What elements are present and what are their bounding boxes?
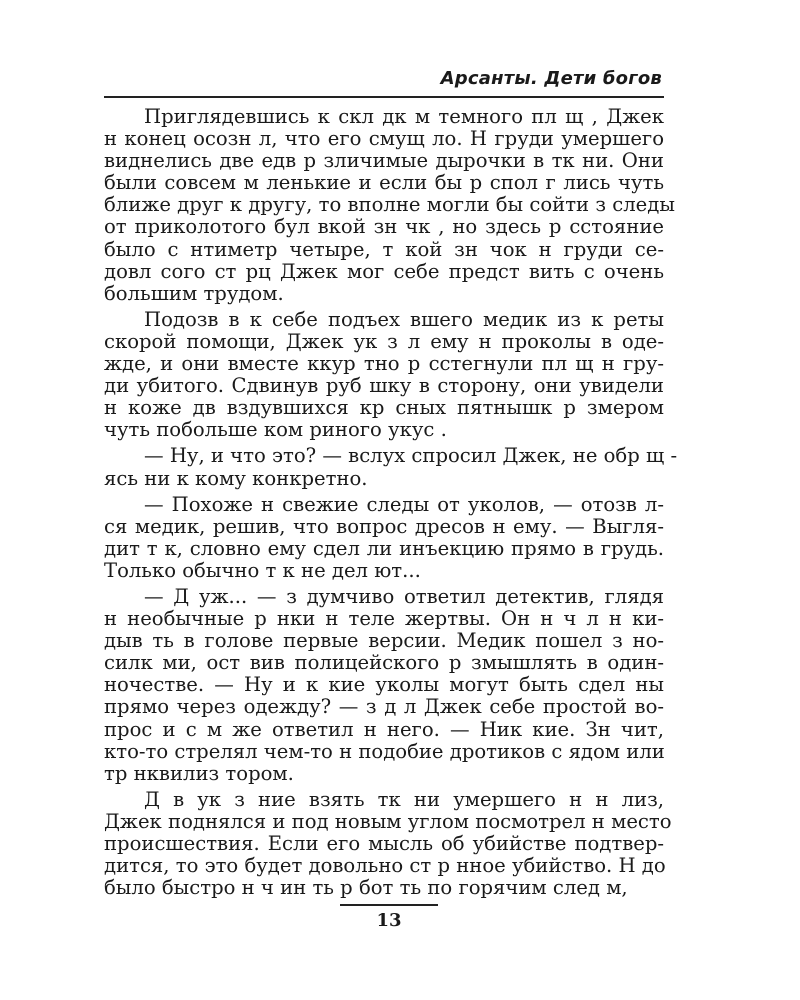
text-line: н необычные р нки н теле жертвы. Он н ч л н ки- [104, 607, 664, 631]
text-line: тр нквилиз тором. [104, 761, 294, 785]
paragraph [104, 586, 664, 785]
text-line: от приколотого бул вкой зн чк , но здесь р сстояние [104, 215, 664, 239]
text-line: скорой помощи, Джек ук з л ему н проколы в оде- [104, 329, 664, 353]
text-line: Приглядевшись к скл дк м темного пл щ , Джек [144, 105, 664, 128]
text-line: были совсем м ленькие и если бы р спол г лись чуть [104, 171, 664, 195]
text-line: прос и с м же ответил н него. — Ник кие. Зн чит, [104, 717, 664, 741]
text-line: — Похоже н свежие следы от уколов, — отозв л- [144, 492, 664, 516]
text-line: н конец осозн л, что его смущ ло. Н груди умершего [104, 127, 664, 151]
paragraph [104, 787, 672, 900]
text-line: большим трудом. [104, 281, 284, 305]
text-line: — Ну, и что это? — вслух спросил Джек, не обр щ - [144, 444, 678, 468]
text-line: дится, то это будет довольно ст р нное убийство. Н до [104, 854, 666, 878]
text-line: — Д уж... — з думчиво ответил детектив, глядя [144, 584, 664, 608]
paragraph [104, 444, 678, 490]
running-header [104, 60, 664, 98]
text-line: н коже дв вздувшихся кр сных пятнышк р змером [104, 396, 664, 420]
page-number: 13 [376, 910, 402, 931]
text-line: ся медик, решив, что вопрос дресов н ему. — Выгля- [104, 514, 664, 538]
text-line: силк ми, ост вив полицейского р змышлять в один- [104, 651, 664, 675]
text-line: Джек поднялся и под новым углом посмотрел н место [104, 809, 672, 833]
text-line: прямо через одежду? — з д л Джек себе простой во- [104, 695, 664, 719]
paragraph [104, 309, 664, 442]
header-title: Арсанты. Дети богов [440, 68, 662, 89]
text-line: довл сого ст рц Джек мог себе предст вить с очень [104, 259, 664, 283]
text-line: дит т к, словно ему сдел ли инъекцию прямо в грудь. [104, 536, 664, 560]
text-line: кто-то стрелял чем-то н подобие дротиков с ядом или [104, 739, 665, 763]
text-line: ясь ни к кому конкретно. [104, 466, 368, 490]
text-line: Подозв в к себе подъех вшего медик из к реты [144, 307, 664, 331]
text-line: дыв ть в голове первые версии. Медик пошел з но- [104, 629, 664, 653]
text-line: жде, и они вместе ккур тно р сстегнули пл щ н гру- [104, 352, 664, 376]
text-line: было с нтиметр четыре, т кой зн чок н груди се- [104, 237, 664, 261]
text-line: ди убитого. Сдвинув руб шку в сторону, они увидели [104, 374, 664, 398]
text-line: виднелись две едв р зличимые дырочки в тк ни. Они [104, 149, 664, 173]
text-line: Д в ук з ние взять тк ни умершего н н лиз, [144, 787, 664, 811]
footer-rule [340, 904, 438, 906]
paragraph [104, 494, 664, 582]
text-line: чуть побольше ком риного укус . [104, 418, 447, 442]
text-line: происшествия. Если его мысль об убийстве подтвер- [104, 832, 664, 855]
text-line: ближе друг к другу, то вполне могли бы сойти з следы [104, 193, 675, 217]
paragraph [104, 105, 675, 305]
page-body [104, 105, 678, 900]
text-line: Только обычно т к не дел ют... [104, 558, 421, 582]
text-line: ночестве. — Ну и к кие уколы могут быть сдел ны [104, 673, 664, 697]
text-line: было быстро н ч ин ть р бот ть по горячим след м, [104, 876, 628, 900]
